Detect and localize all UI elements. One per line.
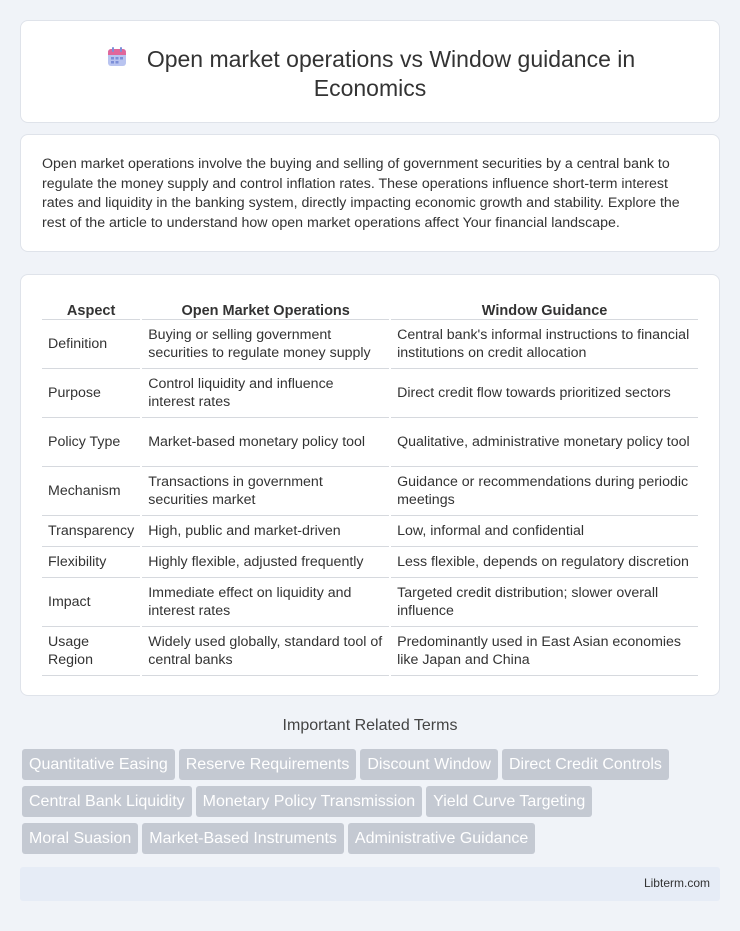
header-open-market-operations: Open Market Operations [141, 295, 390, 319]
row-open-market: Market-based monetary policy tool [141, 417, 390, 466]
row-open-market: High, public and market-driven [141, 515, 390, 546]
row-aspect: Transparency [42, 515, 141, 546]
tag-row [22, 749, 702, 780]
tag-moral-suasion[interactable]: Moral Suasion [22, 823, 138, 854]
row-open-market: Immediate effect on liquidity and interest rates [141, 577, 390, 626]
table-row [42, 417, 698, 466]
row-aspect: Policy Type [42, 417, 141, 466]
title-card [20, 20, 720, 123]
row-open-market: Buying or selling government securities to regulate money supply [141, 319, 390, 368]
intro-paragraph: Open market operations involve the buying and selling of government securities by a central bank to regulate the money supply and control inflation rates. These operations influence short-term interest rates and liquidity in the banking system, directly impacting economic growth and stability. Explore the rest of the article to understand how open market operations affect Your financial landscape. [42, 156, 680, 231]
intro-card [20, 134, 720, 252]
comparison-card [20, 274, 720, 696]
header-window-guidance: Window Guidance [390, 295, 698, 319]
row-window-guidance: Qualitative, administrative monetary policy tool [390, 417, 698, 466]
page-title [21, 45, 719, 103]
tag-administrative-guidance[interactable]: Administrative Guidance [348, 823, 535, 854]
table-row [42, 466, 698, 515]
row-window-guidance: Guidance or recommendations during periodic meetings [390, 466, 698, 515]
footer-site-link[interactable]: Libterm.com [643, 876, 710, 890]
row-window-guidance: Central bank's informal instructions to financial institutions on credit allocation [390, 319, 698, 368]
row-open-market: Highly flexible, adjusted frequently [141, 546, 390, 577]
header-aspect: Aspect [42, 295, 141, 319]
table-row [42, 515, 698, 546]
tag-quantitative-easing[interactable]: Quantitative Easing [22, 749, 175, 780]
tag-discount-window[interactable]: Discount Window [360, 749, 498, 780]
table-row [42, 577, 698, 626]
table-row [42, 319, 698, 368]
title-line-1: Open market operations vs Window guidance in [146, 46, 636, 72]
table-header-row [42, 295, 698, 319]
footer [20, 867, 720, 901]
related-terms-heading: Important Related Terms [282, 717, 458, 734]
tag-row [22, 786, 702, 817]
calendar-icon [105, 45, 129, 69]
row-aspect: Usage Region [42, 626, 141, 675]
tag-central-bank-liquidity[interactable]: Central Bank Liquidity [22, 786, 192, 817]
row-window-guidance: Direct credit flow towards prioritized sectors [390, 368, 698, 417]
table-row [42, 626, 698, 675]
related-terms-list [22, 749, 702, 860]
title-line-2: Economics [313, 75, 427, 101]
tag-row [22, 823, 702, 854]
row-window-guidance: Less flexible, depends on regulatory discretion [390, 546, 698, 577]
row-window-guidance: Low, informal and confidential [390, 515, 698, 546]
tag-direct-credit-controls[interactable]: Direct Credit Controls [502, 749, 669, 780]
row-aspect: Flexibility [42, 546, 141, 577]
row-aspect: Impact [42, 577, 141, 626]
table-row [42, 546, 698, 577]
table-row [42, 368, 698, 417]
row-aspect: Definition [42, 319, 141, 368]
row-aspect: Purpose [42, 368, 141, 417]
tag-market-based-instruments[interactable]: Market-Based Instruments [142, 823, 344, 854]
row-open-market: Control liquidity and influence interest rates [141, 368, 390, 417]
row-window-guidance: Targeted credit distribution; slower overall influence [390, 577, 698, 626]
row-open-market: Transactions in government securities market [141, 466, 390, 515]
row-window-guidance: Predominantly used in East Asian economies like Japan and China [390, 626, 698, 675]
tag-yield-curve-targeting[interactable]: Yield Curve Targeting [426, 786, 592, 817]
row-open-market: Widely used globally, standard tool of central banks [141, 626, 390, 675]
tag-monetary-policy-transmission[interactable]: Monetary Policy Transmission [196, 786, 423, 817]
row-aspect: Mechanism [42, 466, 141, 515]
comparison-table [42, 295, 698, 676]
tag-reserve-requirements[interactable]: Reserve Requirements [179, 749, 357, 780]
